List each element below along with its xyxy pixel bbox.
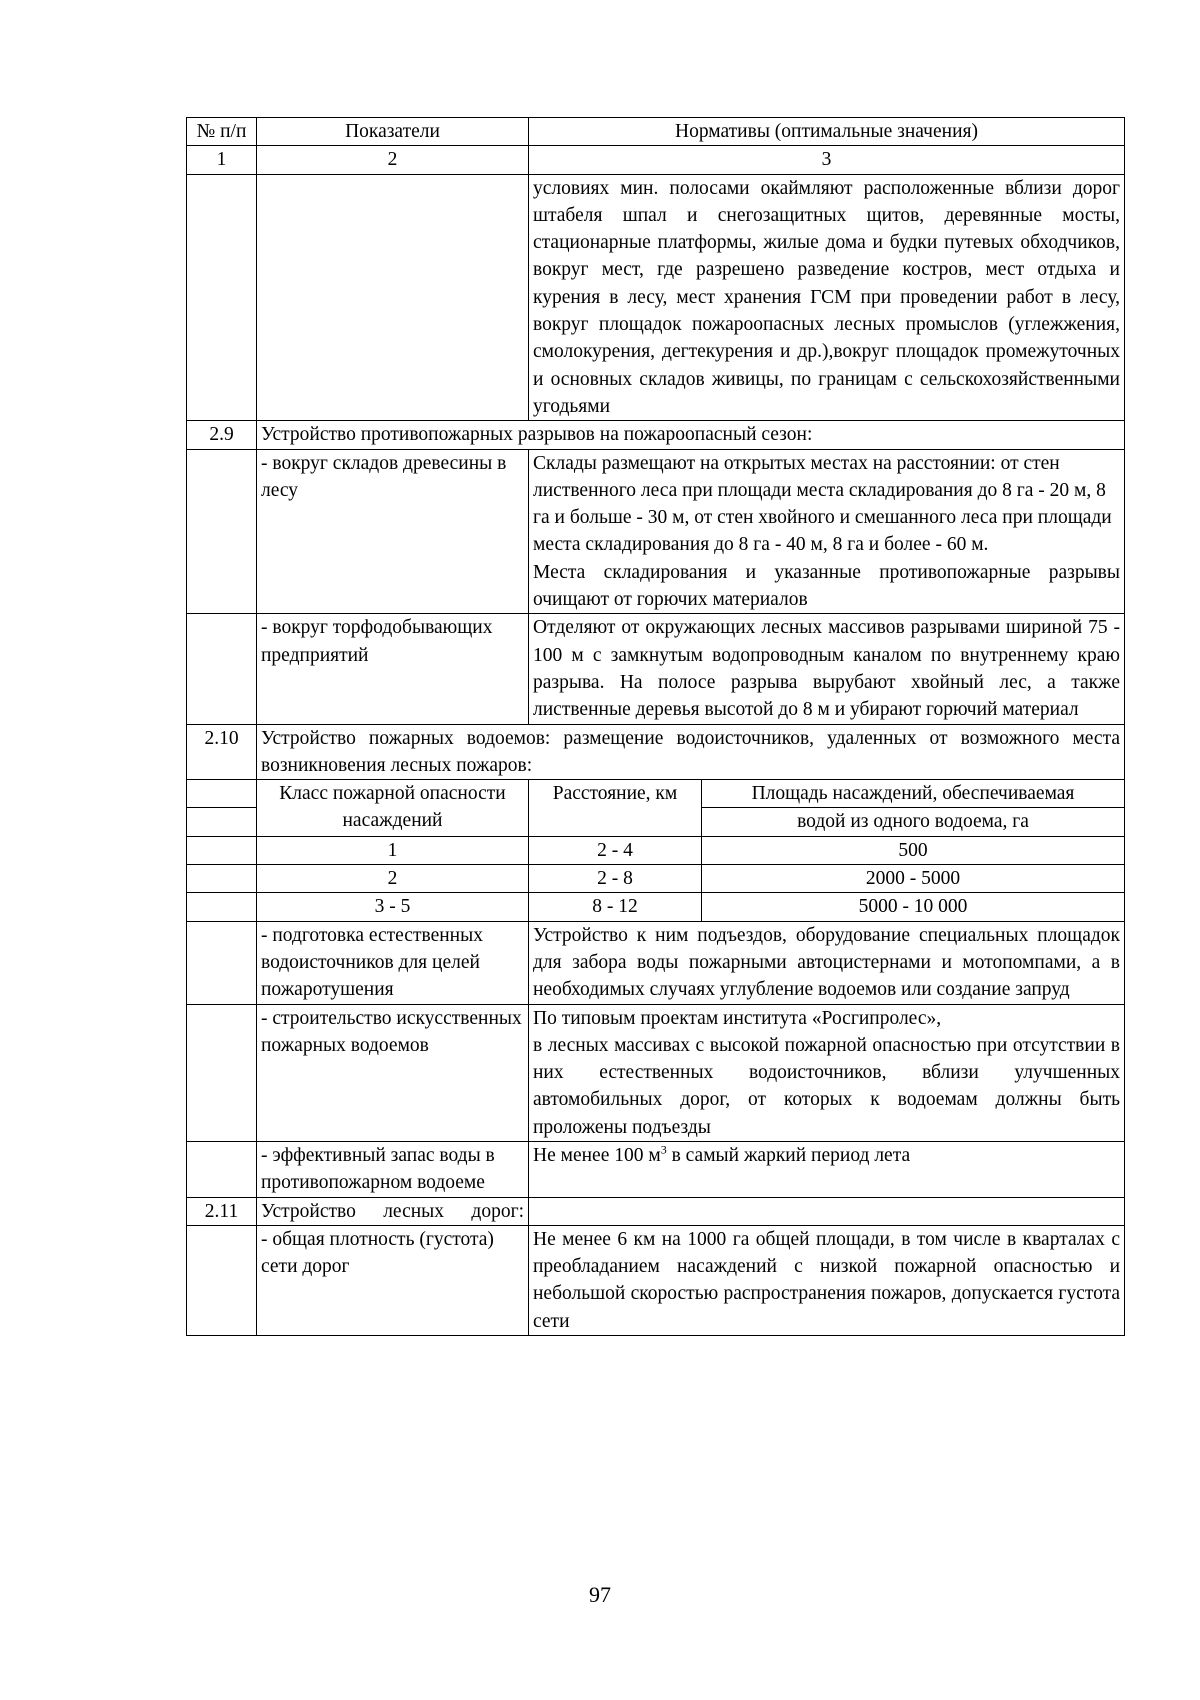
norm-cell: Не менее 6 км на 1000 га общей площади, в том числе в кварталах с преобладанием насаждений с низкой пожарной опасностью и небольшой скоростью распространения пожаров, допускается густота сети	[529, 1225, 1125, 1335]
section-title: Устройство лесных дорог:	[257, 1197, 529, 1225]
subtable-header-area-cont: водой из одного водоема, га	[702, 808, 1125, 836]
norm-cell: Устройство к ним подъездов, оборудование специальных площадок для забора воды пожарными автоцистернами и мотопомпами, а в необходимых случаях углубление водоемов или создание запруд	[529, 921, 1125, 1004]
norm-text-sup: 3	[660, 1142, 667, 1157]
document-page	[186, 117, 1124, 1336]
continued-norm-text: условиях мин. полосами окаймляют расположенные вблизи дорог штабеля шпал и снегозащитных щитов, деревянные мосты, стационарные платформы, жилые дома и будки путевых обходчиков, вокруг мест, где разрешено разведение костров, мест отдыха и курения в лесу, мест хранения ГСМ при проведении работ в лесу, вокруг площадок пожароопасных лесных промыслов (углежжения, смолокурения, дегтекурения и др.),вокруг площадок промежуточных и основных складов живицы, по границам с сельскохозяйственными угодьями	[529, 174, 1125, 421]
column-number-3: 3	[529, 146, 1125, 174]
section-title: Устройство противопожарных разрывов на пожароопасный сезон:	[257, 421, 1125, 449]
norm-cell	[529, 1141, 1125, 1197]
header-number: № п/п	[187, 118, 257, 146]
section-number: 2.10	[187, 724, 257, 780]
subtable-header-row	[187, 780, 1125, 808]
section-title: Устройство пожарных водоемов: размещение водоисточников, удаленных от возможного места возникновения лесных пожаров:	[257, 724, 1125, 780]
indicator-cell: - вокруг торфодобывающих предприятий	[257, 614, 529, 724]
fire-class: 2	[257, 865, 529, 893]
page-number: 97	[589, 1582, 611, 1607]
section-row-2-11	[187, 1197, 1125, 1225]
subtable-header-area: Площадь насаждений, обеспечиваемая	[702, 780, 1125, 808]
norm-cell	[529, 449, 1125, 614]
indicator-cell: - общая плотность (густота) сети дорог	[257, 1225, 529, 1335]
area-ha: 500	[702, 836, 1125, 864]
column-number-row	[187, 146, 1125, 174]
norms-table	[186, 117, 1125, 1336]
fire-class: 3 - 5	[257, 893, 529, 921]
norm-cell: Отделяют от окружающих лесных массивов разрывами шириной 75 - 100 м с замкнутым водопроводным каналом по внутреннему краю разрыва. На полосе разрыва вырубают хвойный лес, а также лиственные деревья высотой до 8 м и убирают горючий материал	[529, 614, 1125, 724]
subtable-header-class: Класс пожарной опасности насаждений	[257, 780, 529, 837]
indicator-cell: - подготовка естественных водоисточников для целей пожаротушения	[257, 921, 529, 1004]
table-row	[187, 1141, 1125, 1197]
area-ha: 2000 - 5000	[702, 865, 1125, 893]
distance-km: 8 - 12	[529, 893, 702, 921]
area-ha: 5000 - 10 000	[702, 893, 1125, 921]
table-row	[187, 174, 1125, 421]
distance-km: 2 - 8	[529, 865, 702, 893]
indicator-cell: - строительство искусственных пожарных водоемов	[257, 1004, 529, 1141]
norm-text-post: в самый жаркий период лета	[666, 1144, 911, 1166]
subtable-row	[187, 836, 1125, 864]
subtable-row	[187, 893, 1125, 921]
section-row-2-9	[187, 421, 1125, 449]
table-row	[187, 614, 1125, 724]
header-indicators: Показатели	[257, 118, 529, 146]
header-norms: Нормативы (оптимальные значения)	[529, 118, 1125, 146]
table-row	[187, 1225, 1125, 1335]
distance-km: 2 - 4	[529, 836, 702, 864]
norm-text: в лесных массивах с высокой пожарной опасностью при отсутствии в них естественных водоисточников, вблизи улучшенных автомобильных дорог, от которых к водоемам должны быть проложены подъезды	[533, 1034, 1120, 1138]
section-number: 2.11	[187, 1197, 257, 1225]
column-number-2: 2	[257, 146, 529, 174]
table-row	[187, 1004, 1125, 1141]
fire-class: 1	[257, 836, 529, 864]
indicator-cell: - вокруг складов древесины в лесу	[257, 449, 529, 614]
section-row-2-10	[187, 724, 1125, 780]
column-number-1: 1	[187, 146, 257, 174]
subtable-header-distance: Расстояние, км	[529, 780, 702, 837]
table-row	[187, 449, 1125, 614]
norm-text-pre: Не менее 100 м	[533, 1144, 661, 1166]
indicator-cell: - эффективный запас воды в противопожарном водоеме	[257, 1141, 529, 1197]
norm-cell	[529, 1004, 1125, 1141]
table-row	[187, 921, 1125, 1004]
norm-text: Места складирования и указанные противопожарные разрывы очищают от горючих материалов	[533, 561, 1120, 611]
section-number: 2.9	[187, 421, 257, 449]
subtable-row	[187, 865, 1125, 893]
norm-text: Склады размещают на открытых местах на расстоянии: от стен лиственного леса при площади места складирования до 8 га - 20 м, 8 га и больше - 30 м, от стен хвойного и смешанного леса при площади места складирования до 8 га - 40 м, 8 га и более - 60 м.	[533, 452, 1112, 556]
table-header-row	[187, 118, 1125, 146]
norm-text: По типовым проектам института «Росгипролес»,	[533, 1007, 942, 1029]
